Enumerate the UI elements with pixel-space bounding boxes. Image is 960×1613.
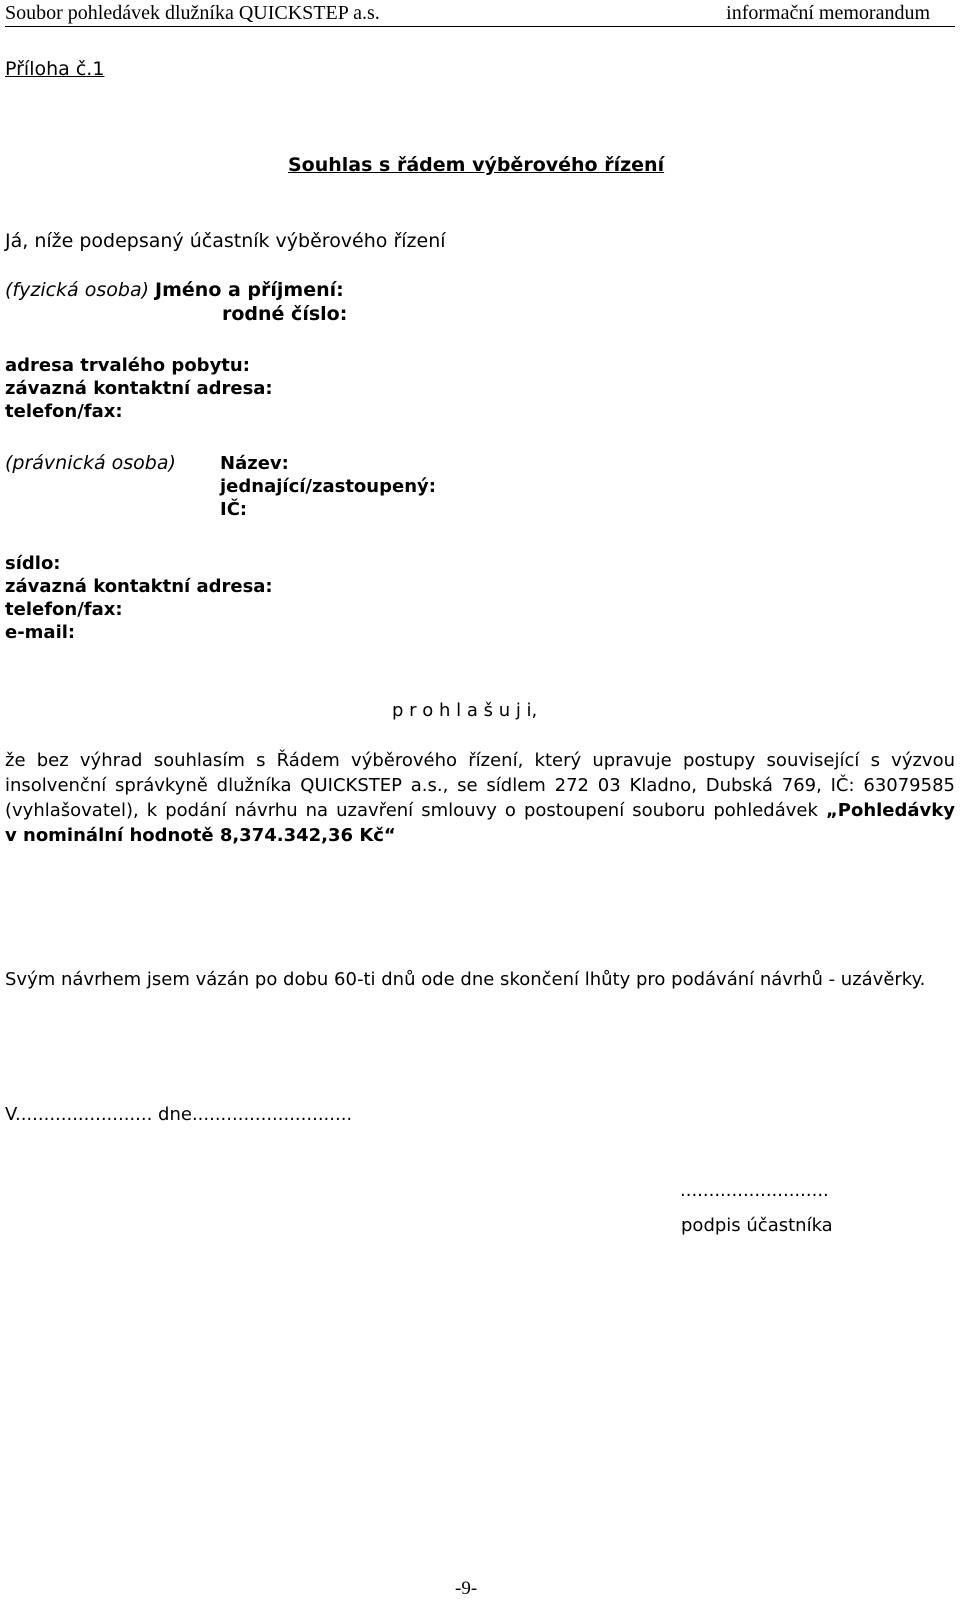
intro-text: Já, níže podepsaný účastník výběrového řízení <box>5 230 446 252</box>
statement-line-4: v nominální hodnotě 8,374.342,36 Kč“ <box>5 825 396 846</box>
statement-line-2: insolvenční správkyně dlužníka QUICKSTEP a.s., se sídlem 272 03 Kladno, Dubská 769, IČ: 63079585 <box>5 775 955 796</box>
legal-person-tag: (právnická osoba) <box>5 452 176 474</box>
legal-person-fields-right <box>220 452 436 521</box>
natural-person-row <box>5 279 344 301</box>
statement-line-3-bold: „Pohledávky <box>825 800 955 821</box>
natural-person-tag: (fyzická osoba) <box>5 279 149 301</box>
company-name-label: Název: <box>220 453 289 474</box>
legal-phone-fax-label: telefon/fax: <box>5 599 123 620</box>
statement-line-1: že bez výhrad souhlasím s Řádem výběrového řízení, který upravuje postupy související s výzvou <box>5 750 955 771</box>
registered-office-label: sídlo: <box>5 553 61 574</box>
binding-statement: Svým návrhem jsem vázán po dobu 60-ti dnů ode dne skončení lhůty pro podávání návrhů - uzávěrky. <box>5 969 926 990</box>
legal-contact-address-label: závazná kontaktní adresa: <box>5 576 273 597</box>
statement-paragraph <box>5 748 955 848</box>
birth-number-label: rodné číslo: <box>222 303 348 325</box>
declaration: p r o h l a š u j i, <box>392 700 538 721</box>
representative-label: jednající/zastoupený: <box>220 476 436 497</box>
header-divider <box>5 26 955 27</box>
header-right: informační memorandum <box>726 2 930 24</box>
permanent-address-label: adresa trvalého pobytu: <box>5 355 250 376</box>
signature-dots: .......................... <box>680 1180 829 1201</box>
phone-fax-label: telefon/fax: <box>5 401 123 422</box>
contact-address-label: závazná kontaktní adresa: <box>5 378 273 399</box>
header-left: Soubor pohledávek dlužníka QUICKSTEP a.s. <box>5 2 380 24</box>
name-label: Jméno a příjmení: <box>155 279 344 301</box>
natural-person-fields <box>5 354 273 423</box>
page-title: Souhlas s řádem výběrového řízení <box>288 154 665 176</box>
statement-line-3-text: (vyhlašovatel), k podání návrhu na uzavření smlouvy o postoupení souboru pohledávek <box>5 800 826 821</box>
legal-person-fields-left <box>5 552 273 644</box>
attachment-label: Příloha č.1 <box>5 58 105 80</box>
email-label: e-mail: <box>5 622 76 643</box>
statement-line-3 <box>5 798 955 823</box>
page-number: -9- <box>455 1578 478 1599</box>
company-id-label: IČ: <box>220 499 248 520</box>
place-date-line: V........................ dne............................ <box>5 1104 353 1125</box>
signature-label: podpis účastníka <box>681 1215 833 1236</box>
